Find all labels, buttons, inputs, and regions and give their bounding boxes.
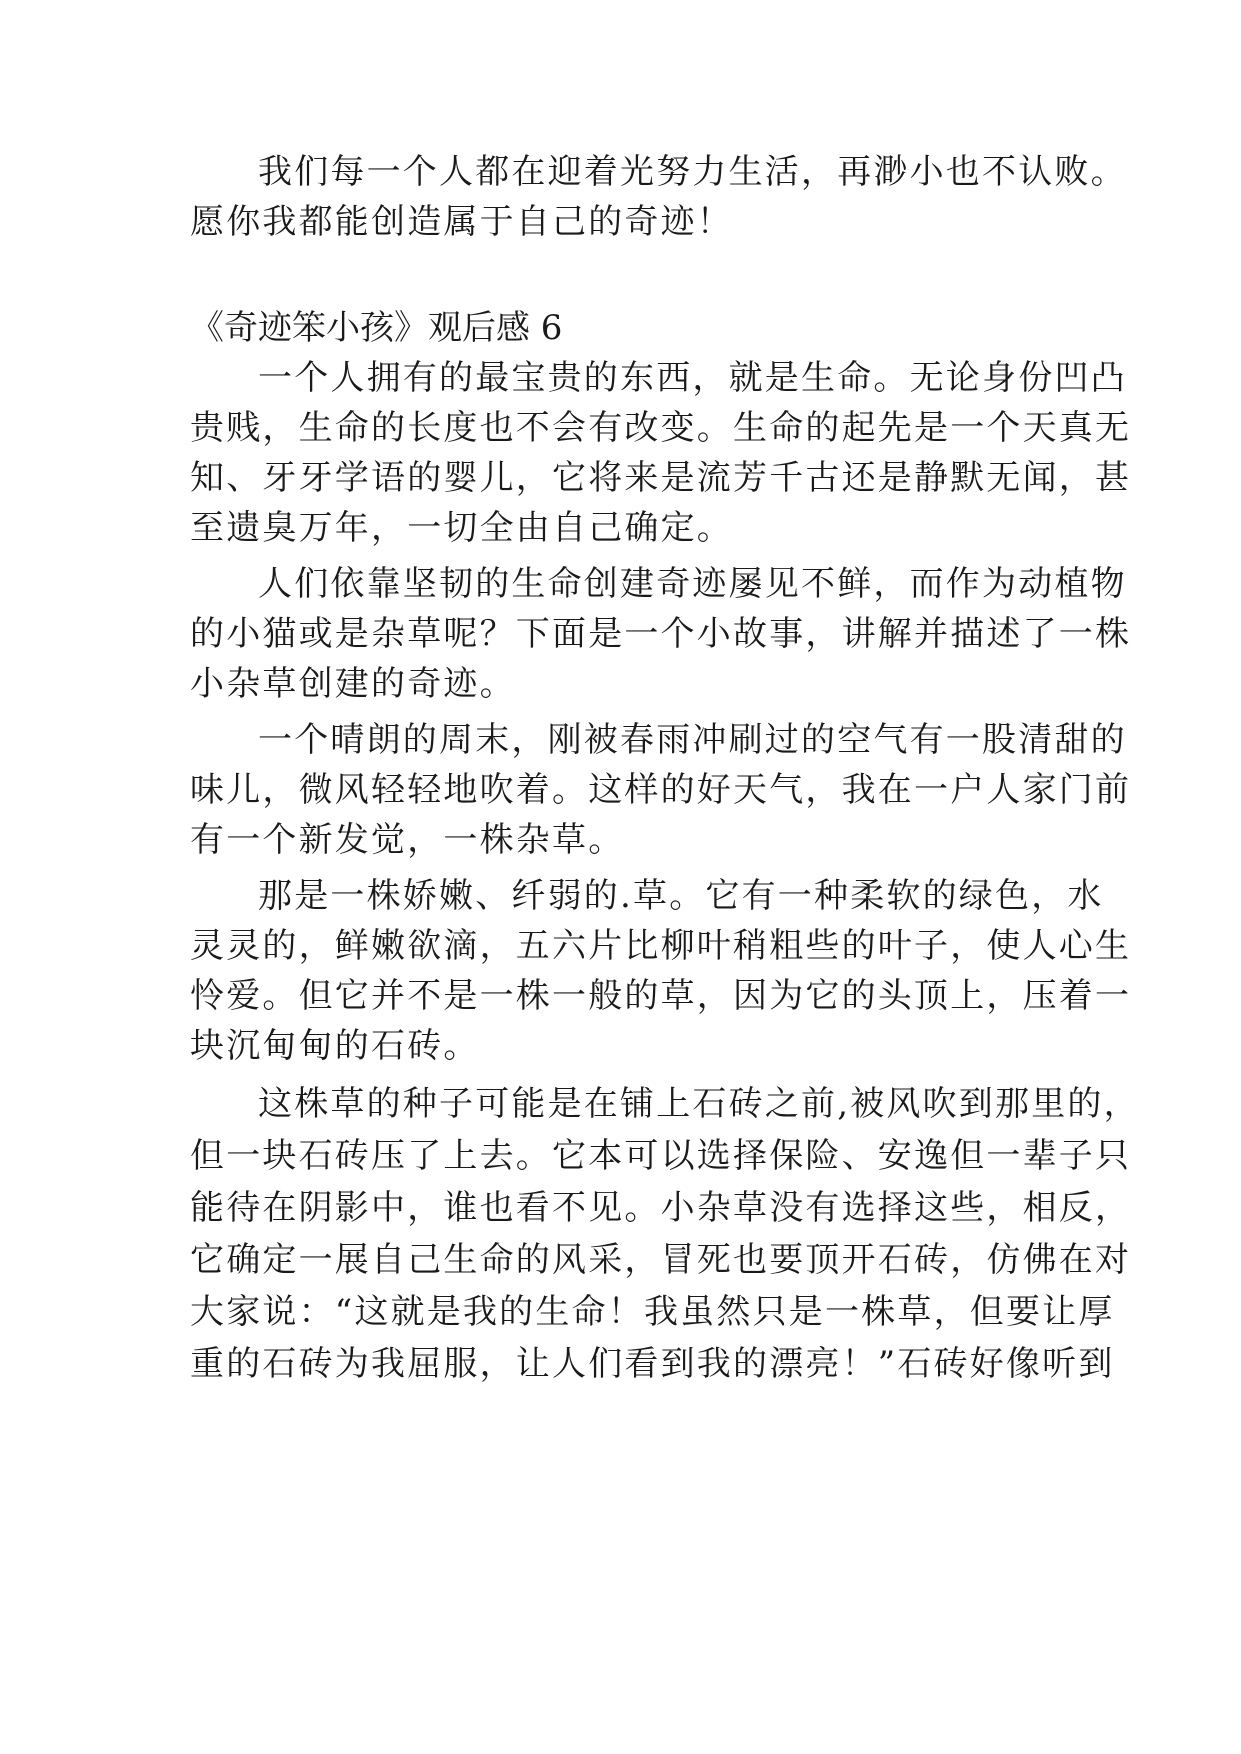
paragraph-line: 味儿，微风轻轻地吹着。这样的好天气，我在一户人家门前 [190,770,1132,810]
paragraph-line: 有一个新发觉，一株杂草。 [190,820,625,860]
paragraph-line: 人们依靠坚韧的生命创建奇迹屡见不鲜，而作为动植物 [258,564,1127,604]
paragraph-line: 的小猫或是杂草呢？下面是一个小故事，讲解并描述了一株 [190,614,1132,654]
paragraph-line: 贵贱，生命的长度也不会有改变。生命的起先是一个天真无 [190,408,1132,448]
paragraph-line: 知、牙牙学语的婴儿，它将来是流芳千古还是静默无闻，甚 [190,458,1132,498]
paragraph-line: 重的石砖为我屈服，让人们看到我的漂亮！”石砖好像听到 [190,1344,1115,1384]
paragraph-line: 一个晴朗的周末，刚被春雨冲刷过的空气有一股清甜的 [258,720,1127,760]
paragraph-line: 至遗臭万年，一切全由自己确定。 [190,508,733,548]
paragraph-line: 怜爱。但它并不是一株一般的草，因为它的头顶上，压着一 [190,976,1132,1016]
paragraph-line: 灵灵的，鲜嫩欲滴，五六片比柳叶稍粗些的叶子，使人心生 [190,926,1132,966]
paragraph-line: 大家说：“这就是我的生命！我虽然只是一株草，但要让厚 [190,1292,1115,1332]
paragraph-line: 那是一株娇嫩、纤弱的.草。它有一种柔软的绿色，水 [258,876,1104,916]
paragraph-line: 愿你我都能创造属于自己的奇迹！ [190,202,733,242]
section-heading: 《奇迹笨小孩》观后感 6 [190,308,563,348]
paragraph-line: 但一块石砖压了上去。它本可以选择保险、安逸但一辈子只 [190,1136,1132,1176]
paragraph-line: 它确定一展自己生命的风采，冒死也要顶开石砖，仿佛在对 [190,1240,1132,1280]
paragraph-line: 我们每一个人都在迎着光努力生活，再渺小也不认败。 [258,152,1127,192]
paragraph-line: 这株草的种子可能是在铺上石砖之前,被风吹到那里的， [258,1084,1140,1124]
paragraph-line: 能待在阴影中，谁也看不见。小杂草没有选择这些，相反， [190,1188,1132,1228]
paragraph-line: 块沉甸甸的石砖。 [190,1026,480,1066]
paragraph-line: 小杂草创建的奇迹。 [190,664,516,704]
paragraph-line: 一个人拥有的最宝贵的东西，就是生命。无论身份凹凸 [258,358,1127,398]
